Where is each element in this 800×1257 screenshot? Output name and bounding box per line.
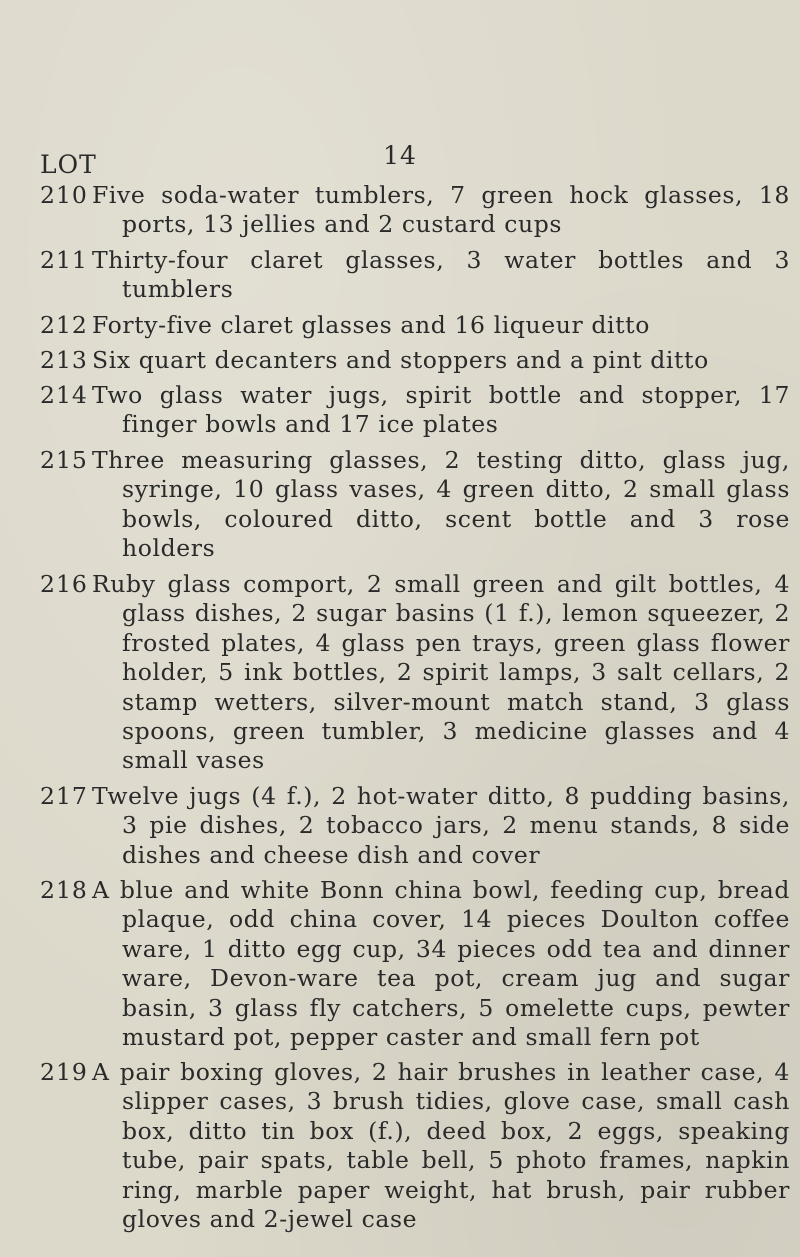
lot-number: 219 xyxy=(40,1058,88,1086)
lot-description: Ruby glass comport, 2 small green and gilt bottles, 4 glass dishes, 2 sugar basins (1 f.), lemon squeezer, 2 frosted plates, 4 glass pen trays, green glass flower holder, 5 ink bottles, 2 spirit lamps, 3 salt cellars, 2 stamp wetters, silver-mount match stand, 3 glass spoons, green tumbler, 3 medicine glasses and 4 small vases xyxy=(92,570,790,775)
lot-number: 216 xyxy=(40,570,88,598)
lot-number: 210 xyxy=(40,181,88,209)
lot-number: 218 xyxy=(40,876,88,904)
lot-description: Five soda-water tumblers, 7 green hock glasses, 18 ports, 13 jellies and 2 custard cups xyxy=(92,181,790,239)
lot-number: 215 xyxy=(40,446,88,474)
lot-description: Thirty-four claret glasses, 3 water bottles and 3 tumblers xyxy=(92,246,790,304)
lot-number: 212 xyxy=(40,311,88,339)
lot-number: 217 xyxy=(40,782,88,810)
lot-description: Twelve jugs (4 f.), 2 hot-water ditto, 8 pudding basins, 3 pie dishes, 2 tobacco jars, 2 menu stands, 8 side dishes and cheese dish and cover xyxy=(92,782,790,869)
lot-column-header: LOT xyxy=(40,150,97,179)
lot-description: A blue and white Bonn china bowl, feeding cup, bread plaque, odd china cover, 14 pieces Doulton coffee ware, 1 ditto egg cup, 34 pieces odd tea and dinner ware, Devon-ware tea pot, cream jug and sugar basin, 3 glass fly catchers, 5 omelette cups, pewter mustard pot, pepper caster and small fern pot xyxy=(92,876,790,1052)
lot-description: Forty-five claret glasses and 16 liqueur ditto xyxy=(92,311,650,339)
lot-description: Two glass water jugs, spirit bottle and stopper, 17 finger bowls and 17 ice plates xyxy=(92,381,790,439)
lot-description: Three measuring glasses, 2 testing ditto, glass jug, syringe, 10 glass vases, 4 green ditto, 2 small glass bowls, coloured ditto, scent bottle and 3 rose holders xyxy=(92,446,790,563)
page-number: 14 xyxy=(383,141,417,170)
lot-description: Six quart decanters and stoppers and a pint ditto xyxy=(92,346,709,374)
lot-description: A pair boxing gloves, 2 hair brushes in leather case, 4 slipper cases, 3 brush tidies, glove case, small cash box, ditto tin box (f.), deed box, 2 eggs, speaking tube, pair spats, table bell, 5 photo frames, napkin ring, marble paper weight, hat brush, pair rubber gloves and 2-jewel case xyxy=(92,1058,790,1234)
lot-number: 214 xyxy=(40,381,88,409)
lot-number: 213 xyxy=(40,346,88,374)
lot-number: 211 xyxy=(40,246,88,274)
